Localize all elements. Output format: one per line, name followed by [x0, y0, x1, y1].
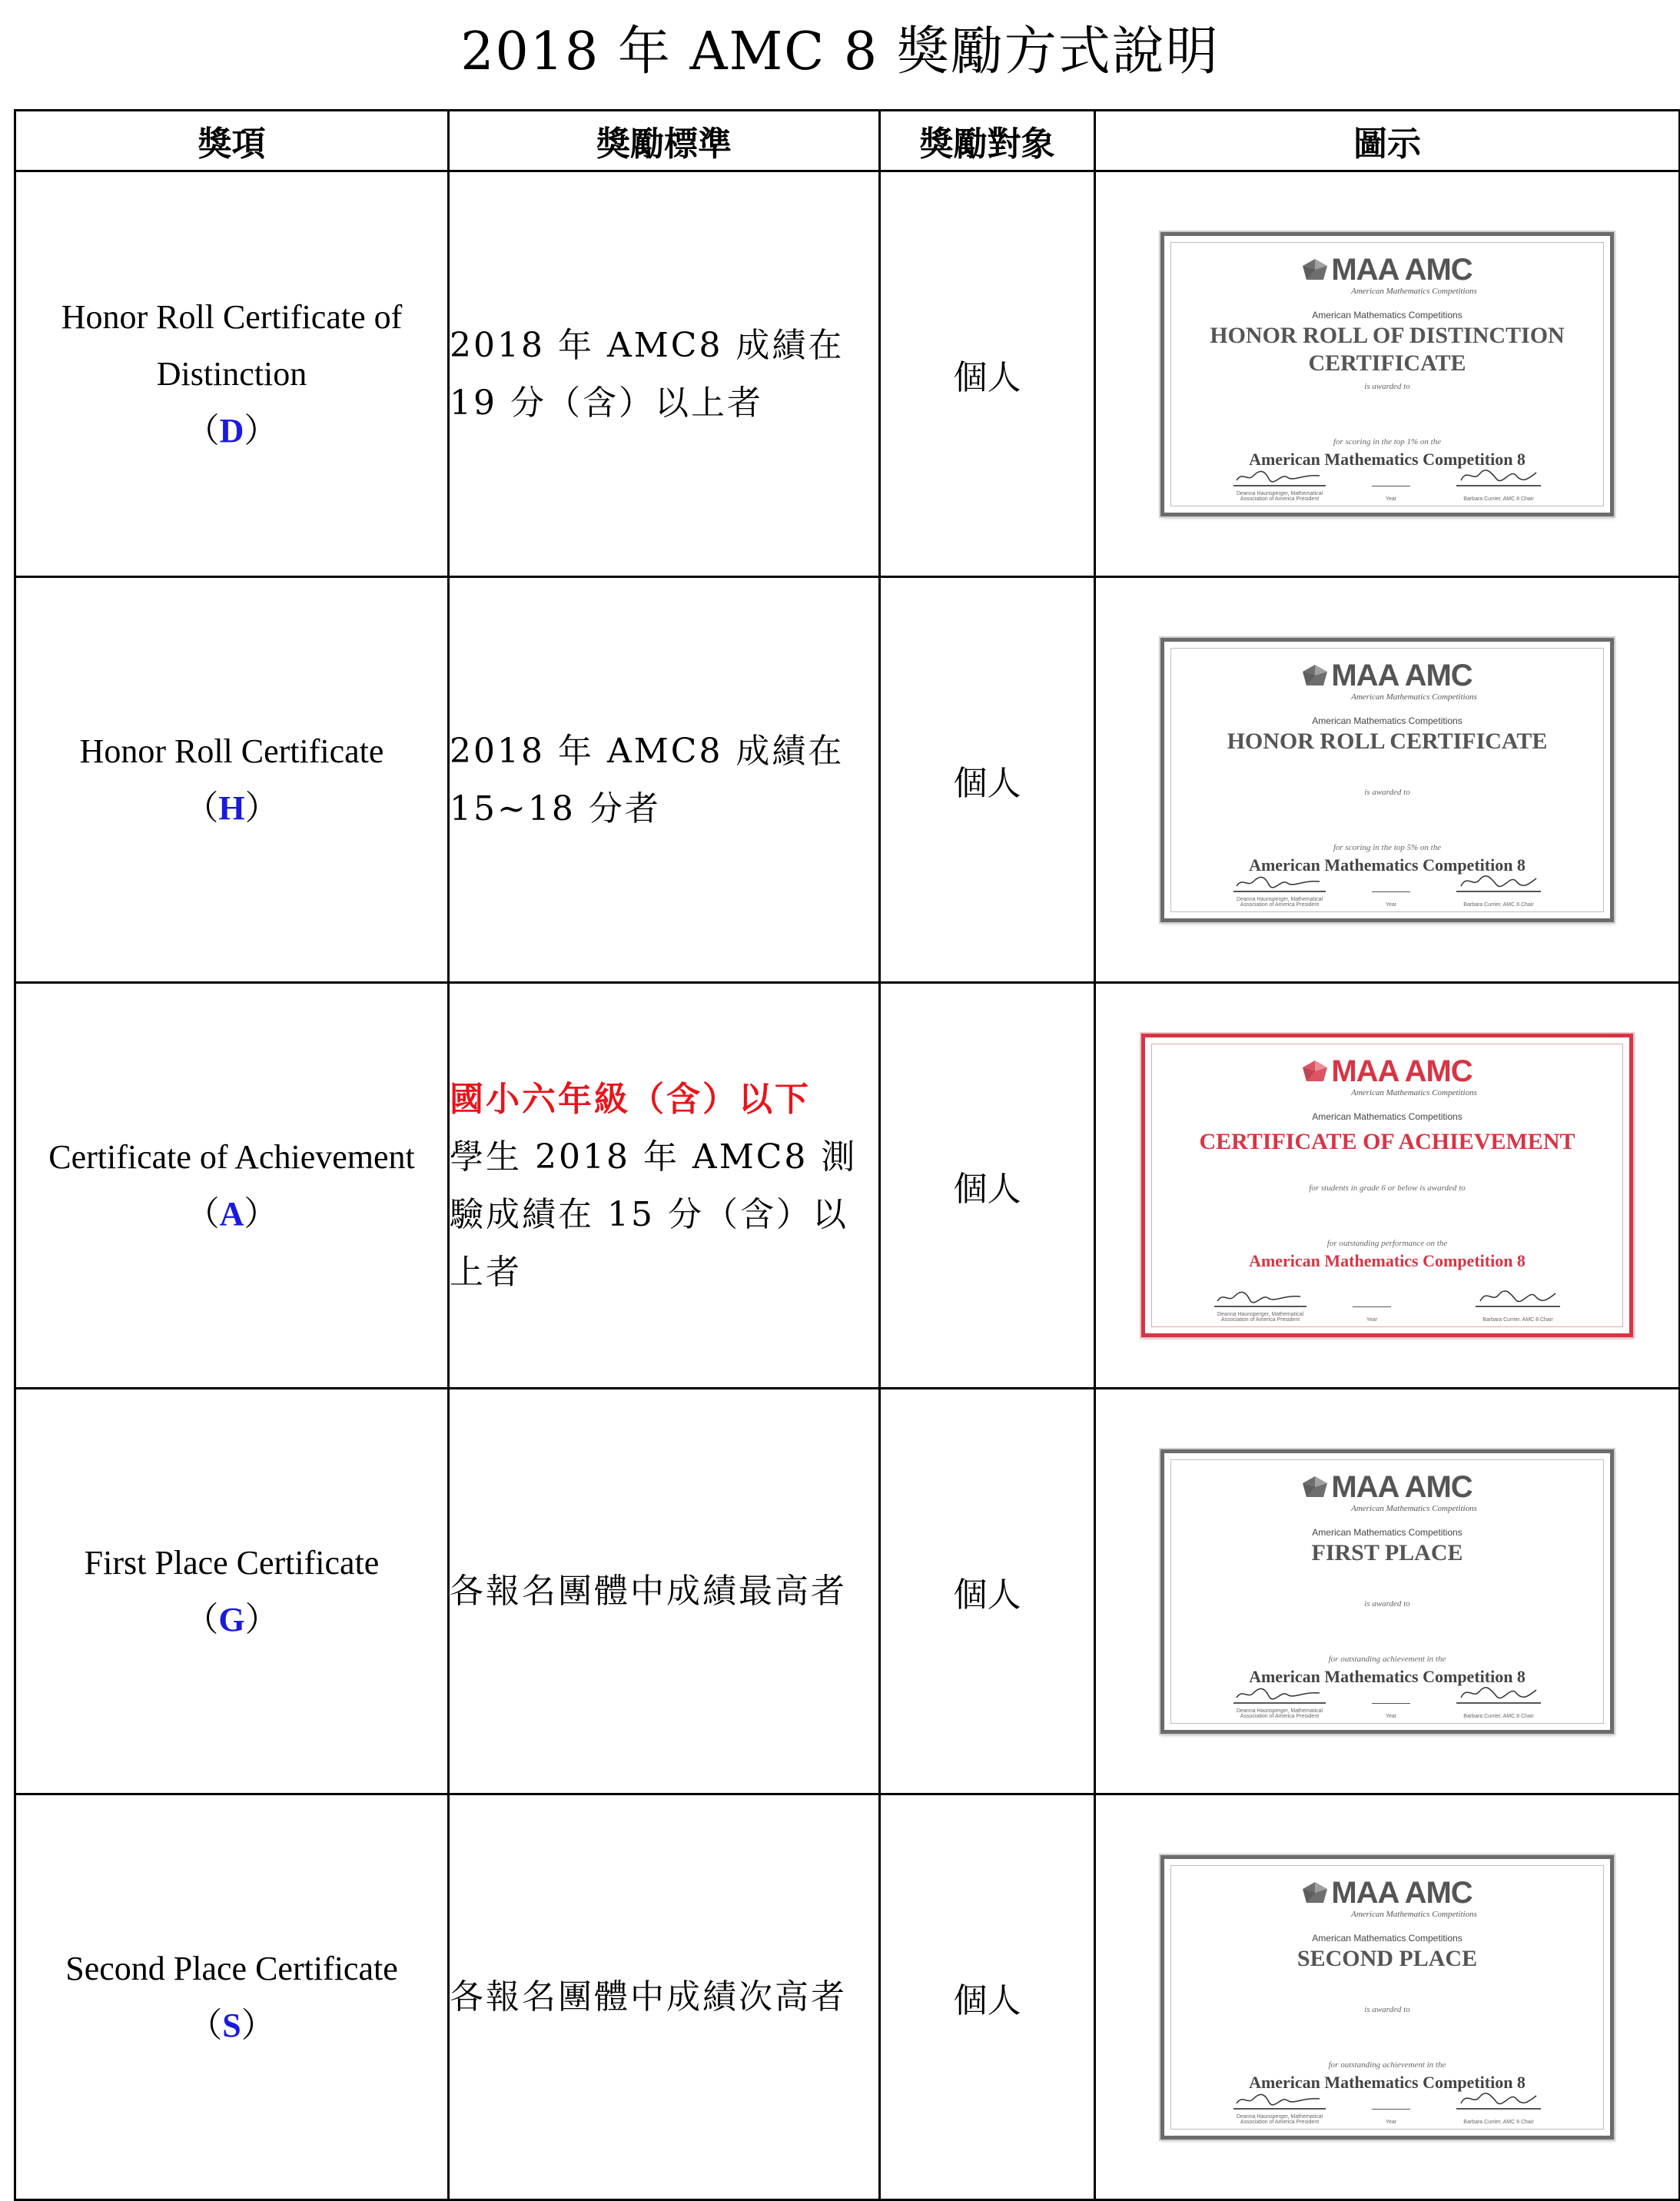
award-target-cell: 個人: [880, 1389, 1095, 1794]
certificate-awarded-line: for students in grade 6 or below is awarded to: [1309, 1183, 1466, 1193]
signature-year-line: [1372, 466, 1410, 486]
certificate-title: CERTIFICATE OF ACHIEVEMENT: [1199, 1129, 1575, 1154]
maa-logo-icon: [1302, 1476, 1328, 1499]
award-criteria-cell: [449, 171, 880, 577]
award-code-line: （D）: [185, 410, 278, 450]
award-name: First Place Certificate: [84, 1543, 380, 1582]
certificate-awarded-line: is awarded to: [1364, 381, 1410, 391]
criteria-text: 各報名團體中成績最高者: [450, 1572, 847, 1611]
signature-right: [1456, 2088, 1541, 2110]
certificate-competition: American Mathematics Competition 8: [1249, 1666, 1526, 1686]
signature-right-caption: Barbara Currier, AMC 8 Chair: [1463, 496, 1534, 502]
maa-logo-icon: [1302, 664, 1328, 687]
certificate-for-line: for outstanding performance on the: [1326, 1239, 1448, 1248]
award-name: Honor Roll Certificate: [79, 732, 384, 770]
award-item-cell: [15, 577, 449, 983]
signature-left: [1233, 1682, 1326, 1704]
award-code: D: [219, 411, 244, 450]
certificate-for-line: for scoring in the top 1% on the: [1333, 437, 1442, 447]
table-row: [15, 577, 1680, 983]
signature-year-caption: Year: [1385, 496, 1397, 502]
signature-right-caption: Barbara Currier, AMC 8 Chair: [1463, 901, 1534, 908]
table-row: [15, 1794, 1680, 2200]
certificate-awarded-line: is awarded to: [1364, 1598, 1410, 1608]
certificate-image-cell: [1095, 983, 1680, 1389]
criteria-highlight: 國小六年級（含）以下: [450, 1079, 811, 1119]
certificate-image: [1160, 1855, 1614, 2140]
header-award-item: 獎項: [15, 111, 449, 171]
award-code-line: （G）: [184, 1599, 279, 1639]
certificate-competition: American Mathematics Competition 8: [1249, 449, 1526, 469]
award-criteria-cell: [449, 1389, 880, 1794]
logo-subtitle: American Mathematics Competitions: [1351, 1088, 1477, 1097]
table-row: [15, 171, 1680, 577]
signature-right-caption: Barbara Currier, AMC 8 Chair: [1463, 1713, 1534, 1719]
award-target-cell: 個人: [880, 1794, 1095, 2200]
certificate-org: American Mathematics Competitions: [1312, 1526, 1463, 1538]
award-item-cell: [15, 171, 449, 577]
signature-right-caption: Barbara Currier, AMC 8 Chair: [1463, 2119, 1534, 2125]
logo-subtitle: American Mathematics Competitions: [1351, 1909, 1477, 1919]
certificate-org: American Mathematics Competitions: [1312, 715, 1463, 726]
signature-right: [1456, 1682, 1541, 1704]
award-target-cell: 個人: [880, 171, 1095, 577]
certificate-org: American Mathematics Competitions: [1312, 1932, 1463, 1944]
criteria-text: 2018 年 AMC8 成績在 19 分（含）以上者: [450, 325, 845, 423]
signature-left: [1233, 871, 1326, 892]
certificate-competition: American Mathematics Competition 8: [1249, 2072, 1526, 2092]
criteria-text: 2018 年 AMC8 成績在 15~18 分者: [450, 731, 845, 828]
award-name: Second Place Certificate: [65, 1949, 398, 1987]
logo-subtitle: American Mathematics Competitions: [1351, 286, 1477, 296]
certificate-image-cell: [1095, 1794, 1680, 2200]
award-name: Certificate of Achievement: [48, 1137, 415, 1176]
signature-year-line: [1353, 1286, 1391, 1307]
signature-left-caption: Deanna Haunsperger, Mathematical Association of America President: [1236, 490, 1323, 502]
signature-left-caption: Deanna Haunsperger, Mathematical Association of America President: [1217, 1312, 1304, 1323]
award-target-cell: 個人: [880, 983, 1095, 1389]
award-code: S: [222, 2006, 241, 2044]
header-award-criteria: 獎勵標準: [449, 111, 880, 171]
signature-year-caption: Year: [1385, 1713, 1397, 1719]
certificate-image-cell: [1095, 171, 1680, 577]
certificate-title: FIRST PLACE: [1311, 1539, 1463, 1565]
header-illustration: 圖示: [1095, 111, 1680, 171]
signature-year-caption: Year: [1366, 1317, 1378, 1323]
certificate-title: SECOND PLACE: [1297, 1945, 1478, 1971]
certificate-image: [1160, 638, 1614, 922]
certificate-image: [1141, 1034, 1633, 1337]
logo-subtitle: American Mathematics Competitions: [1351, 1503, 1477, 1513]
certificate-image-cell: [1095, 1389, 1680, 1794]
certificate-image: [1160, 1449, 1614, 1734]
maa-logo-icon: [1302, 1060, 1328, 1083]
signature-year-line: [1372, 871, 1410, 892]
certificate-org: American Mathematics Competitions: [1312, 1111, 1463, 1122]
maa-amc-logo: MAA AMC: [1164, 659, 1610, 693]
signature-right-caption: Barbara Currier, AMC 8 Chair: [1482, 1317, 1553, 1323]
logo-subtitle: American Mathematics Competitions: [1351, 692, 1477, 702]
maa-logo-icon: [1302, 1881, 1328, 1904]
certificate-competition: American Mathematics Competition 8: [1249, 855, 1526, 875]
signature-left: [1233, 465, 1326, 486]
table-header-row: [15, 111, 1680, 171]
page-title: 2018 年 AMC 8 獎勵方式說明: [460, 22, 1220, 82]
signature-year-caption: Year: [1385, 901, 1397, 908]
signature-year-line: [1372, 2089, 1410, 2110]
maa-amc-logo: MAA AMC: [1164, 253, 1610, 287]
award-code-line: （S）: [188, 2005, 275, 2045]
award-code-line: （A）: [185, 1193, 278, 1233]
table-row: [15, 983, 1680, 1389]
signature-left: [1233, 2088, 1326, 2110]
certificate-for-line: for outstanding achievement in the: [1328, 1654, 1446, 1664]
certificate-for-line: for outstanding achievement in the: [1328, 2060, 1446, 2070]
award-item-cell: [15, 983, 449, 1389]
signature-year-caption: Year: [1385, 2119, 1397, 2125]
maa-amc-logo: MAA AMC: [1145, 1054, 1629, 1089]
certificate-for-line: for scoring in the top 5% on the: [1333, 842, 1442, 852]
certificate-image: [1160, 232, 1614, 516]
header-award-target: 獎勵對象: [880, 111, 1095, 171]
signature-left-caption: Deanna Haunsperger, Mathematical Association of America President: [1236, 896, 1323, 908]
maa-amc-logo: MAA AMC: [1164, 1470, 1610, 1505]
certificate-title: HONOR ROLL CERTIFICATE: [1227, 728, 1548, 754]
award-criteria-cell: [449, 1794, 880, 2200]
certificate-org: American Mathematics Competitions: [1312, 309, 1463, 320]
signature-left-caption: Deanna Haunsperger, Mathematical Association of America President: [1236, 1708, 1323, 1719]
award-name: Honor Roll Certificate of Distinction: [61, 297, 403, 393]
certificate-competition: American Mathematics Competition 8: [1249, 1251, 1526, 1270]
signature-year-line: [1372, 1683, 1410, 1704]
maa-logo-icon: [1302, 258, 1328, 281]
award-code: A: [219, 1194, 244, 1233]
table-row: [15, 1389, 1680, 1794]
certificate-title: HONOR ROLL OF DISTINCTION CERTIFICATE: [1210, 322, 1565, 376]
maa-amc-logo: MAA AMC: [1164, 1876, 1610, 1911]
certificate-awarded-line: is awarded to: [1364, 2004, 1410, 2014]
award-code: H: [218, 788, 245, 827]
signature-right: [1476, 1286, 1560, 1307]
signature-left: [1214, 1286, 1306, 1307]
criteria-text: 學生 2018 年 AMC8 測驗成績在 15 分（含）以上者: [450, 1137, 858, 1292]
signature-right: [1456, 871, 1541, 892]
award-criteria-cell: [449, 577, 880, 983]
signature-left-caption: Deanna Haunsperger, Mathematical Association of America President: [1236, 2113, 1323, 2125]
criteria-text: 各報名團體中成績次高者: [450, 1977, 847, 2017]
award-code-line: （H）: [184, 788, 279, 828]
signature-right: [1456, 465, 1541, 486]
award-item-cell: [15, 1794, 449, 2200]
awards-table: [14, 109, 1680, 2201]
award-item-cell: [15, 1389, 449, 1794]
award-code: G: [218, 1600, 245, 1638]
certificate-awarded-line: is awarded to: [1364, 787, 1410, 797]
award-target-cell: 個人: [880, 577, 1095, 983]
certificate-image-cell: [1095, 577, 1680, 983]
award-criteria-cell: [449, 983, 880, 1389]
